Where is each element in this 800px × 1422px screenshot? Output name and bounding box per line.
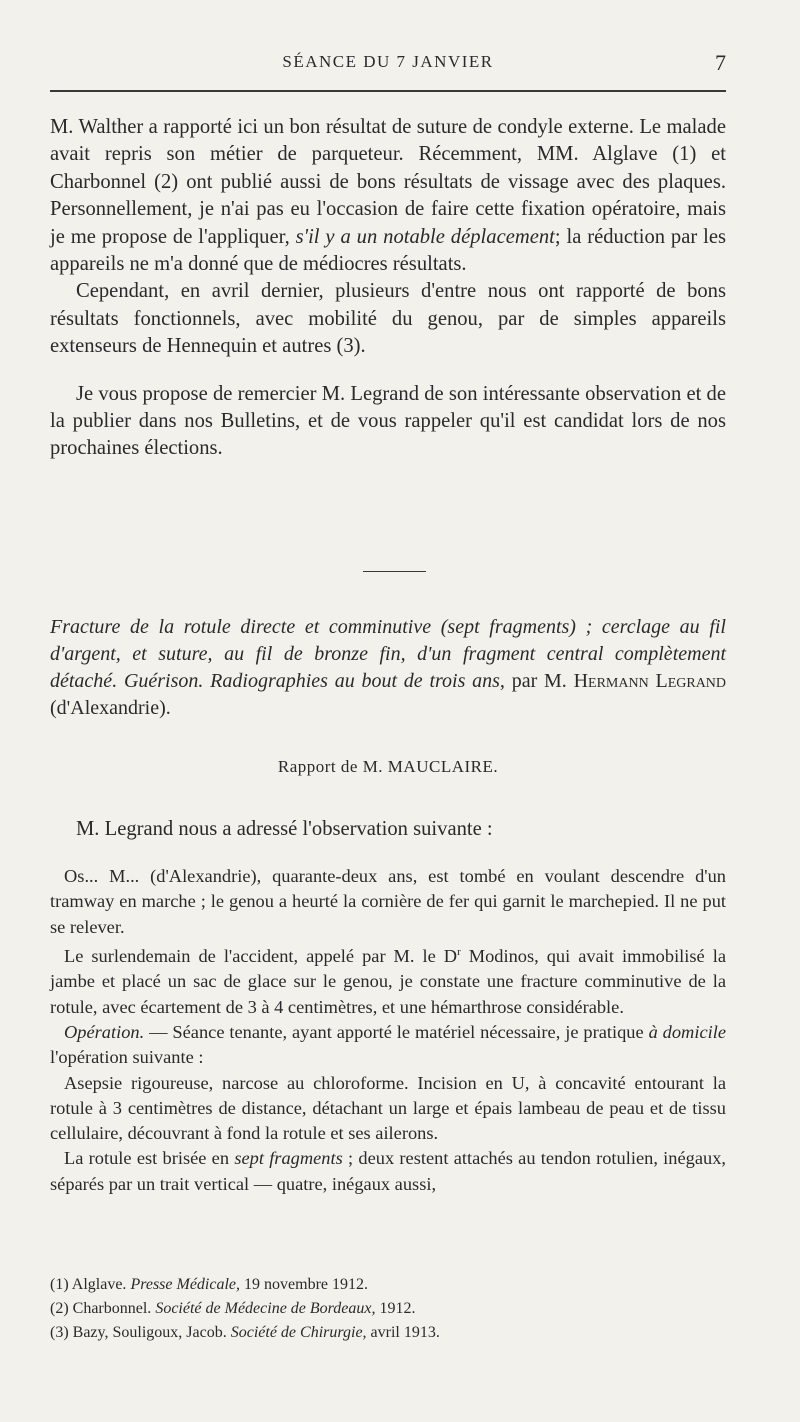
page-number: 7 — [715, 50, 726, 75]
author-name: Hermann Legrand — [573, 670, 727, 692]
intro-text — [50, 114, 726, 463]
header-rule — [50, 90, 726, 92]
running-head — [50, 52, 726, 78]
intro-paragraph-2: Cependant, en avril dernier, plusieurs d'entre nous ont rapporté de bons résultats fonctionnels, avec mobilité du genou, par de simples appareils extenseurs de Hennequin et autres (3). — [50, 280, 726, 358]
intro-paragraph-1: M. Walther a rapporté ici un bon résultat de suture de condyle externe. Le malade avait repris son métier de parqueteur. Récemment, MM. Alglave (1) et Charbonnel (2) ont publié aussi de bons résultats de vissage avec des plaques. Personnellement, je n'ai pas eu l'occasion de faire cette fixation opératoire, mais je me propose de l'appliquer, s'il y a un notable déplacement; la réduction par les appareils ne m'a donné que de médiocres résultats. — [50, 116, 726, 276]
observation-intro: M. Legrand nous a adressé l'observation suivante : — [76, 818, 493, 840]
observation-paragraph-2: Le surlendemain de l'accident, appelé par M. le $D^r$ Modinos, qui avait immobilisé la jambe et placé un sac de glace sur le genou, je constate une fracture comminutive de la rotule, avec écartement de 3 à 4 centimètres, et une hémarthrose considérable. — [50, 945, 726, 1017]
byline: par M. Hermann Legrand (d'Alexandrie). — [50, 670, 727, 719]
observation-paragraph-1: Os... M... (d'Alexandrie), quarante-deux ans, est tombé en voulant descendre d'un tramway en marche ; le genou a heurté la cornière de fer qui garnit le marchepied. Il ne put se relever. — [50, 866, 726, 937]
footnotes — [50, 1273, 726, 1345]
intro-paragraph-3: Je vous propose de remercier M. Legrand de son intéressante observation et de la publier dans nos Bulletins, et de vous rappeler qu'il est candidat lors de nos prochaines élections. — [50, 382, 726, 460]
running-title: SÉANCE DU 7 JANVIER — [282, 52, 494, 71]
notable-displacement-phrase: s'il y a un notable déplacement — [295, 225, 555, 248]
observation-paragraph-5: La rotule est brisée en sept fragments ; deux restent attachés au tendon rotulien, inégaux, séparés par un trait vertical — quatre, inégaux aussi, — [50, 1148, 726, 1194]
report-line: Rapport de M. MAUCLAIRE. — [277, 757, 499, 776]
footnote-3: (3) Bazy, Souligoux, Jacob. Société de Chirurgie, avril 1913. — [50, 1324, 440, 1341]
observation-text — [50, 864, 726, 1197]
footnote-1: (1) Alglave. Presse Médicale, 19 novembre 1912. — [50, 1276, 369, 1293]
footnote-2: (2) Charbonnel. Société de Médecine de Bordeaux, 1912. — [50, 1300, 416, 1317]
observation-paragraph-4: Asepsie rigoureuse, narcose au chloroforme. Incision en U, à concavité entourant la rotule à 3 centimètres de distance, détachant un large et épais lambeau de peau et de tissu cellulaire, découvrant à fond la rotule et ses ailerons. — [50, 1072, 726, 1144]
article-title: Fracture de la rotule directe et comminutive (sept fragments) ; cerclage au fil d'argent, et suture, au fil de bronze fin, d'un fragment central complètement détaché. Guérison. Radiographies au bout de trois ans, par M. Hermann Legrand (d'Alexandrie). — [50, 616, 727, 719]
section-separator — [363, 571, 426, 572]
observation-paragraph-3: Opération. — Séance tenante, ayant apporté le matériel nécessaire, je pratique à domicile l'opération suivante : — [50, 1021, 726, 1068]
